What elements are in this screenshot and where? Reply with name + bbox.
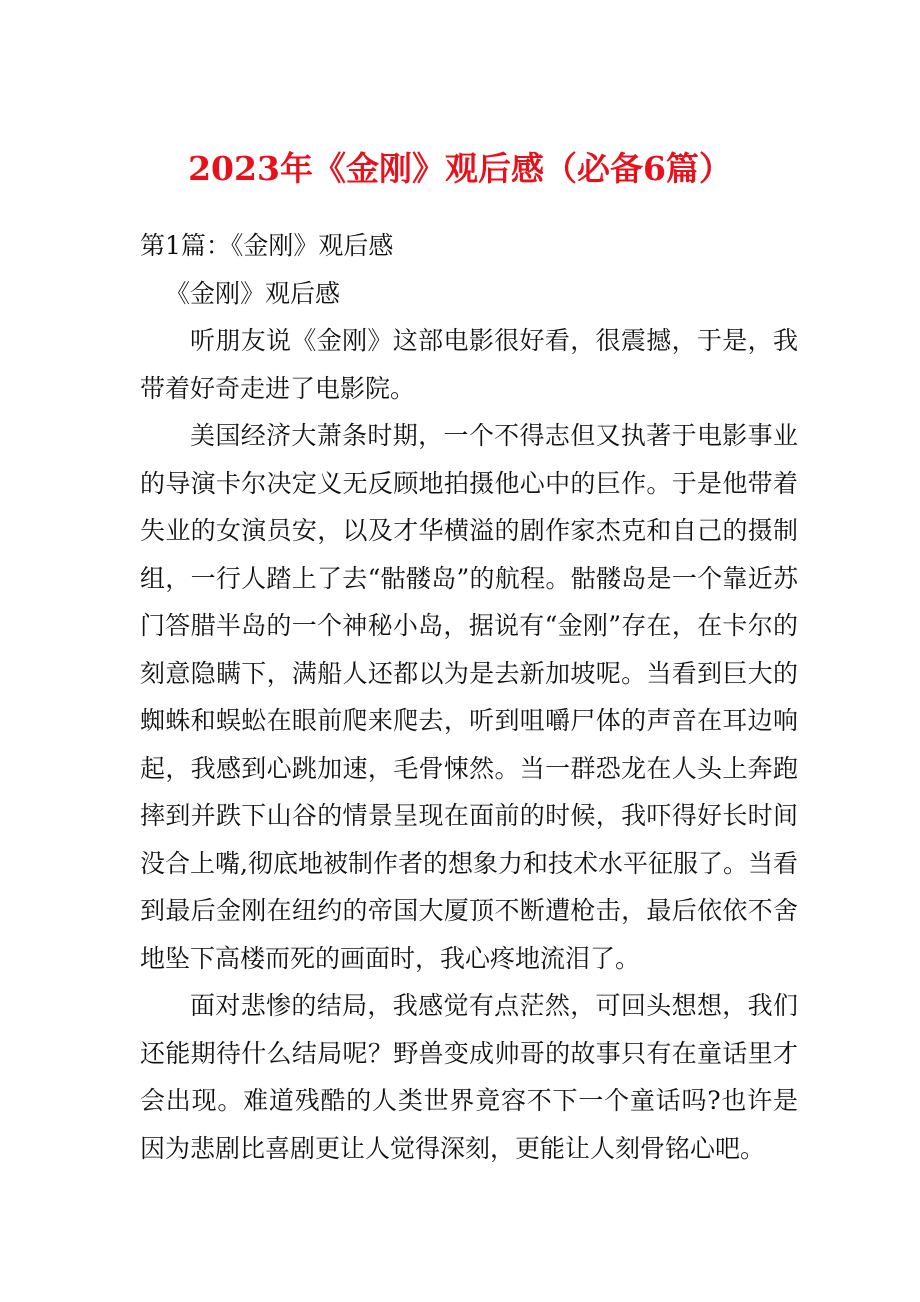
paragraph-1: 听朋友说《金刚》这部电影很好看，很震撼，于是，我带着好奇走进了电影院。: [140, 326, 798, 403]
document-body: [140, 222, 798, 1172]
paragraph-2: 美国经济大萧条时期，一个不得志但又执著于电影事业的导演卡尔决定义无反顾地拍摄他心中的巨作。于是他带着失业的女演员安，以及才华横溢的剧作家杰克和自己的摄制组，一行人踏上了去“骷髅岛”的航程。骷髅岛是一个靠近苏门答腊半岛的一个神秘小岛，据说有“金刚”存在，在卡尔的刻意隐瞒下，满船人还都以为是去新加坡呢。当看到巨大的蜘蛛和蜈蚣在眼前爬来爬去，听到咀嚼尸体的声音在耳边响起，我感到心跳加速，毛骨悚然。当一群恐龙在人头上奔跑摔到并跌下山谷的情景呈现在面前的时候，我吓得好长时间没合上嘴,彻底地被制作者的想象力和技术水平征服了。当看到最后金刚在纽约的帝国大厦顶不断遭枪击，最后依依不舍地坠下高楼而死的画面时，我心疼地流泪了。: [140, 421, 798, 973]
section-heading: 第1篇：《金刚》观后感: [140, 231, 394, 260]
section-subtitle: 《金刚》观后感: [165, 278, 341, 308]
document-title: 2023年《金刚》观后感（必备6篇）: [188, 149, 732, 188]
paragraph-3: 面对悲惨的结局，我感觉有点茫然，可回头想想，我们还能期待什么结局呢？野兽变成帅哥的故事只有在童话里才会出现。难道残酷的人类世界竟容不下一个童话吗?也许是因为悲剧比喜剧更让人觉得深刻，更能让人刻骨铭心吧。: [140, 991, 798, 1163]
